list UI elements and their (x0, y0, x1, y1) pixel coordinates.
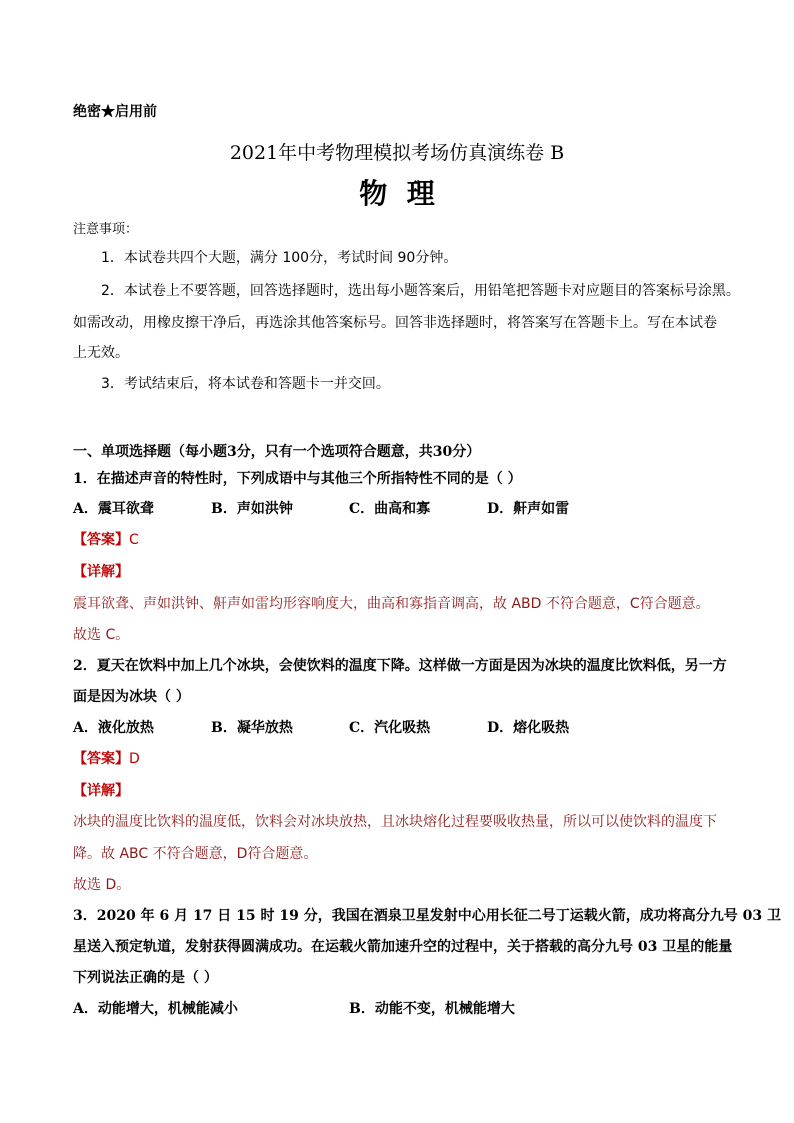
question-2-option-c: C．汽化吸热 (349, 720, 431, 736)
question-2-detail-text-line2: 降。故 ABC 不符合题意，D符合题意。 (73, 846, 318, 862)
question-2-option-a: A．液化放热 (73, 720, 154, 736)
notes-item-2-line3: 上无效。 (73, 345, 129, 361)
question-2-detail-label: 【详解】 (73, 783, 129, 799)
question-2-answer (73, 748, 140, 768)
question-2-stem-line1: 2．夏天在饮料中加上几个冰块，会使饮料的温度下降。这样做一方面是因为冰块的温度比饮料低，另一方 (73, 658, 727, 674)
section-heading: 一、单项选择题（每小题3分，只有一个选项符合题意，共30分） (73, 444, 481, 460)
question-1-stem: 1．在描述声音的特性时，下列成语中与其他三个所指特性不同的是（ ） (73, 471, 522, 487)
question-2-conclusion: 故选 D。 (73, 877, 131, 893)
question-1-option-c: C．曲高和寡 (349, 501, 431, 517)
answer-label: 【答案】 (73, 532, 129, 548)
question-3-stem-line1: 3．2020 年 6 月 17 日 15 时 19 分，我国在酒泉卫星发射中心用长征二号丁运载火箭，成功将高分九号 03 卫 (73, 908, 781, 924)
question-1-option-a: A．震耳欲聋 (73, 501, 154, 517)
question-3-option-b: B．动能不变，机械能增大 (349, 1001, 515, 1017)
answer-value: C (129, 532, 139, 548)
question-1-option-d: D．鼾声如雷 (487, 501, 570, 517)
question-2-detail-text-line1: 冰块的温度比饮料的温度低，饮料会对冰块放热，且冰块熔化过程要吸收热量，所以可以使饮料的温度下 (73, 814, 717, 830)
subject-title: 物 理 (359, 177, 435, 210)
question-3-option-a: A．动能增大，机械能减小 (73, 1001, 238, 1017)
exam-title: 2021年中考物理模拟考场仿真演练卷 B (229, 142, 565, 164)
question-1-option-b: B．声如洪钟 (211, 501, 293, 517)
notes-heading: 注意事项： (73, 222, 139, 237)
question-2-option-d: D．熔化吸热 (487, 720, 570, 736)
question-2-option-b: B．凝华放热 (211, 720, 293, 736)
question-2-stem-line2: 面是因为冰块（ ） (73, 689, 190, 705)
answer-label: 【答案】 (73, 751, 129, 767)
answer-value: D (129, 751, 140, 767)
notes-item-1: 1．本试卷共四个大题，满分 100分，考试时间 90分钟。 (101, 250, 458, 266)
question-1-conclusion: 故选 C。 (73, 627, 130, 643)
notes-item-2-line2: 如需改动，用橡皮擦干净后，再选涂其他答案标号。回答非选择题时，将答案写在答题卡上。写在本试卷 (73, 315, 717, 331)
notes-item-3: 3．考试结束后，将本试卷和答题卡一并交回。 (101, 376, 390, 392)
question-1-detail-label: 【详解】 (73, 564, 129, 580)
question-3-stem-line2: 星送入预定轨道，发射获得圆满成功。在运载火箭加速升空的过程中，关于搭载的高分九号 03 卫星的能量 (73, 939, 733, 955)
question-1-detail-text: 震耳欲聋、声如洪钟、鼾声如雷均形容响度大，曲高和寡指音调高，故 ABD 不符合题意，C符合题意。 (73, 596, 710, 612)
question-1-answer (73, 529, 139, 549)
question-3-stem-line3: 下列说法正确的是（ ） (73, 970, 218, 986)
secret-mark: 绝密★启用前 (73, 104, 157, 120)
notes-item-2-line1: 2．本试卷上不要答题，回答选择题时，选出每小题答案后，用铅笔把答题卡对应题目的答案标号涂黑。 (101, 283, 740, 299)
